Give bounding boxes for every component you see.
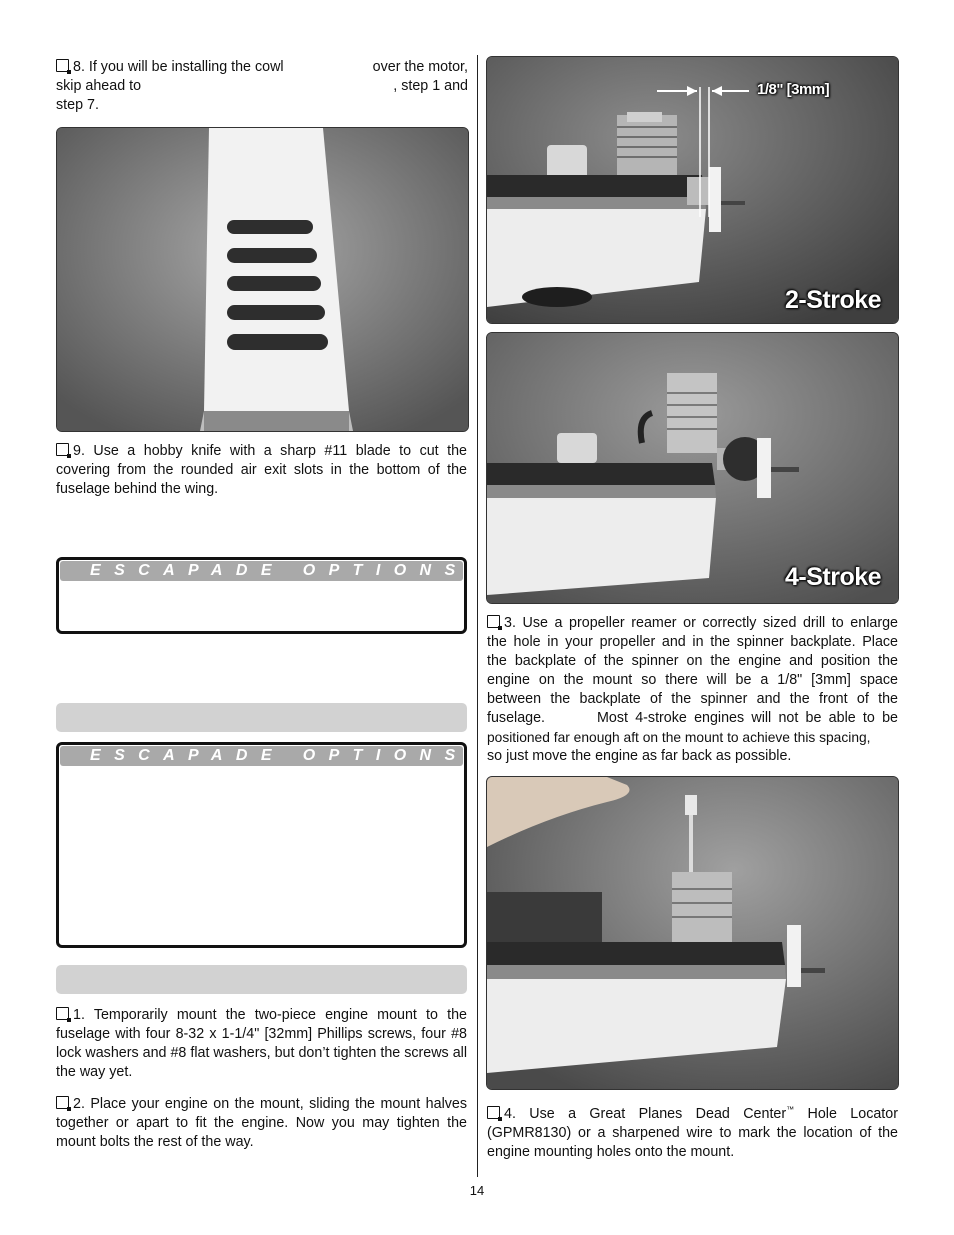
- checkbox-icon[interactable]: [487, 1106, 500, 1119]
- escapade-options-box-2: [56, 742, 467, 948]
- checkbox-icon[interactable]: [487, 615, 500, 628]
- two-stroke-label: 2-Stroke: [785, 286, 882, 314]
- escapade-options-box-1: [56, 557, 467, 634]
- section-bar: [56, 703, 467, 732]
- checkbox-icon[interactable]: [56, 1007, 69, 1020]
- options-header: ESCAPADE OPTIONS: [60, 561, 463, 581]
- column-divider: [477, 55, 478, 1177]
- four-stroke-engine-photo: [486, 332, 899, 604]
- four-stroke-label: 4-Stroke: [785, 563, 882, 591]
- checkbox-icon[interactable]: [56, 1096, 69, 1109]
- two-stroke-engine-photo: [486, 56, 899, 324]
- dimension-label: 1/8" [3mm]: [757, 81, 830, 98]
- step3-text: 3. Use a propeller reamer or correctly sized drill to enlarge the hole in your propeller and in the spinner backplate. Place the backplate of the spinner on the engine and position the engine on the mount so there will be a 1/8" [3mm] space between the backplate of the spinner and the front of the fuselage. Most 4-stroke engines will not be able to be positioned far enough aft on the mount to achieve this spacing, so just move the engine as far back as possible.: [487, 615, 898, 764]
- options-header: ESCAPADE OPTIONS: [60, 746, 463, 766]
- step2-text: 2. Place your engine on the mount, sliding the mount halves together or apart to fit the engine. Now you may tighten the mount bolts the rest of the way.: [56, 1096, 467, 1150]
- fuselage-air-exit-slots-photo: [56, 127, 469, 432]
- step1-text: 1. Temporarily mount the two-piece engine mount to the fuselage with four 8-32 x 1-1/4" [32mm] Phillips screws, four #8 lock washers and #8 flat washers, but don’t tighten the screws all the way yet.: [56, 1007, 467, 1080]
- step4-text: 4. Use a Great Planes Dead Center™ Hole Locator (GPMR8130) or a sharpened wire to mark the location of the engine mounting holes onto the mount.: [487, 1105, 898, 1160]
- step8-text: 8. If you will be installing the cowl over the motor, skip ahead to , step 1 and step 7.: [56, 59, 468, 113]
- step9-text: 9. Use a hobby knife with a sharp #11 blade to cut the covering from the rounded air exit slots in the bottom of the fuselage behind the wing.: [56, 443, 467, 497]
- section-bar: [56, 965, 467, 994]
- checkbox-icon[interactable]: [56, 443, 69, 456]
- page-number: 14: [469, 1183, 485, 1198]
- checkbox-icon[interactable]: [56, 59, 69, 72]
- dead-center-hole-locator-photo: [486, 776, 899, 1090]
